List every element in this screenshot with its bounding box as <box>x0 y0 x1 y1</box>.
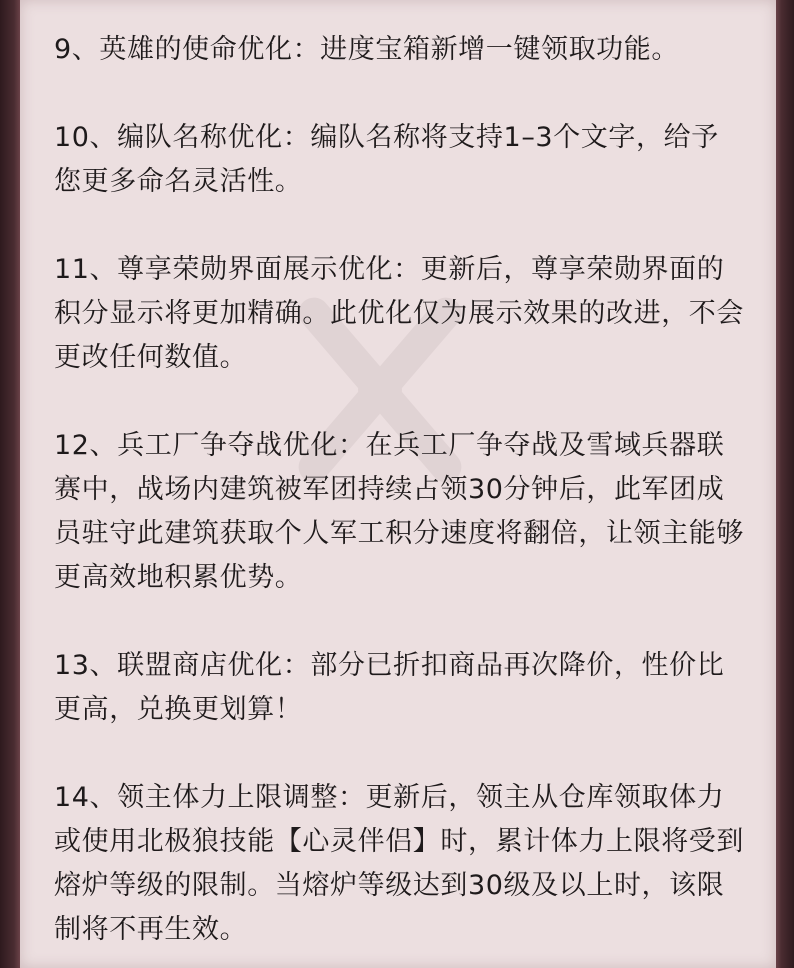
update-notes-list <box>54 28 744 968</box>
left-frame-border <box>0 0 20 968</box>
notice-page <box>20 0 776 968</box>
update-item-9: 9、英雄的使命优化：进度宝箱新增一键领取功能。 <box>54 34 679 65</box>
update-item-12: 12、兵工厂争夺战优化：在兵工厂争夺战及雪域兵器联赛中，战场内建筑被军团持续占领30分钟后，此军团成员驻守此建筑获取个人军工积分速度将翻倍，让领主能够更高效地积累优势。 <box>54 430 744 593</box>
update-item-14: 14、领主体力上限调整：更新后，领主从仓库领取体力或使用北极狼技能【心灵伴侣】时，累计体力上限将受到熔炉等级的限制。当熔炉等级达到30级及以上时，该限制将不再生效。 <box>54 782 744 945</box>
update-item-13: 13、联盟商店优化：部分已折扣商品再次降价，性价比更高，兑换更划算！ <box>54 650 725 725</box>
update-item-10: 10、编队名称优化：编队名称将支持1–3个文字，给予您更多命名灵活性。 <box>54 122 719 197</box>
update-item-11: 11、尊享荣勋界面展示优化：更新后，尊享荣勋界面的积分显示将更加精确。此优化仅为展示效果的改进，不会更改任何数值。 <box>54 254 744 373</box>
right-frame-border <box>776 0 794 968</box>
